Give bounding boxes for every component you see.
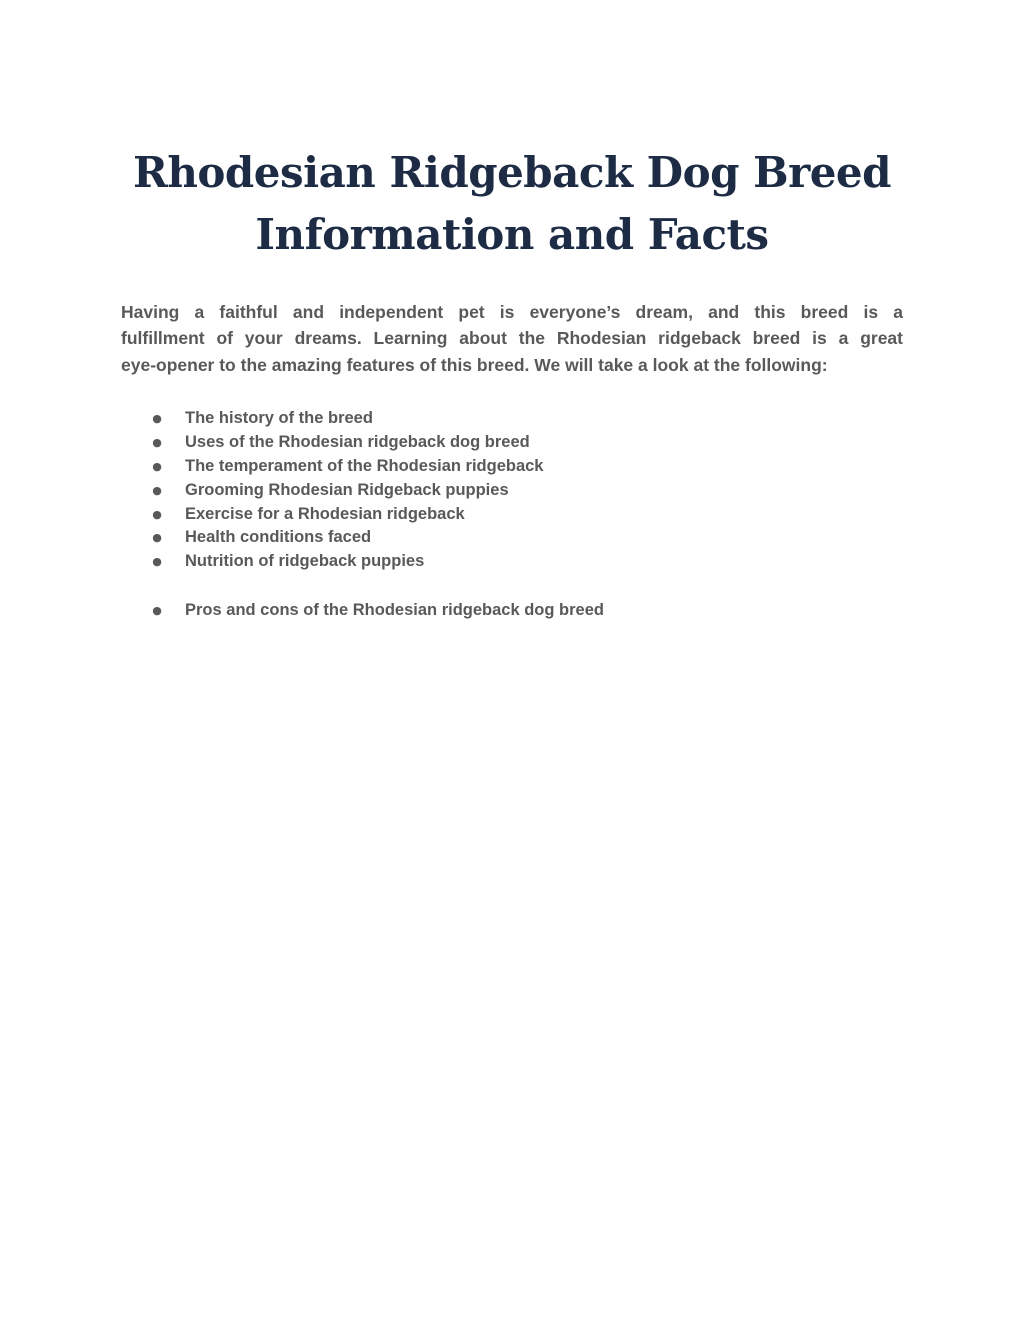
list-item-text: The temperament of the Rhodesian ridgeback [185, 456, 544, 475]
bullet-icon: ● [152, 435, 162, 449]
bullet-icon: ● [152, 555, 162, 569]
list-item-text: Exercise for a Rhodesian ridgeback [185, 504, 465, 523]
intro-paragraph [121, 299, 903, 378]
bullet-icon: ● [152, 412, 162, 425]
list-item [150, 526, 604, 550]
list-item-text: Health conditions faced [185, 528, 372, 547]
intro-line: fulfillment of your dreams. Learning about the Rhodesian ridgeback breed is a great [121, 328, 903, 349]
list-item [150, 599, 604, 623]
intro-line: Having a faithful and independent pet is everyone’s dream, and this breed is a [121, 302, 903, 322]
list-item-text: Uses of the Rhodesian ridgeback dog breed [185, 432, 530, 451]
title-line: Rhodesian Ridgeback Dog Breed [132, 148, 892, 197]
bullet-icon: ● [152, 531, 162, 545]
page-title [100, 142, 924, 266]
bullet-icon: ● [152, 604, 162, 618]
list-item [150, 431, 604, 455]
bullet-icon: ● [152, 459, 162, 473]
list-item [150, 479, 604, 503]
bullet-icon: ● [152, 483, 162, 497]
list-item-text: Grooming Rhodesian Ridgeback puppies [185, 480, 509, 499]
list-item [150, 550, 604, 574]
list-item [150, 455, 604, 479]
list-item [150, 407, 604, 431]
bullet-icon: ● [152, 507, 162, 521]
list-item-text: Pros and cons of the Rhodesian ridgeback dog breed [185, 601, 604, 620]
list-item [150, 503, 604, 527]
topic-list [150, 407, 604, 623]
list-item-text: Nutrition of ridgeback puppies [185, 552, 425, 571]
title-line: Information and Facts [255, 210, 769, 259]
list-item-text: The history of the breed [185, 409, 373, 427]
intro-line: eye-opener to the amazing features of this breed. We will take a look at the following: [121, 354, 828, 375]
